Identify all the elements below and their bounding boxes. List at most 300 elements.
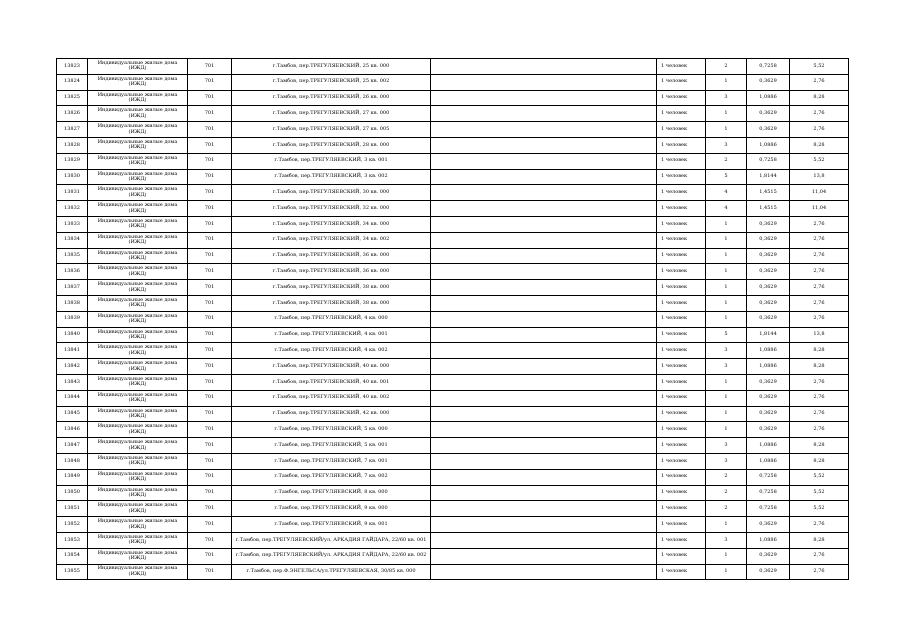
cell-code: 701 xyxy=(188,153,232,169)
cell-code: 701 xyxy=(188,374,232,390)
cell-code: 701 xyxy=(188,169,232,185)
cell-coefficient: 0,3629 xyxy=(747,216,790,232)
cell-count: 3 xyxy=(706,438,747,454)
cell-address: г.Тамбов, пер.ТРЕГУЛЯЕВСКИЙ, 7 кв. 001 xyxy=(232,453,431,469)
cell-type: Индивидуальные жилые дома (ИЖД) xyxy=(88,438,188,454)
cell-type: Индивидуальные жилые дома (ИЖД) xyxy=(88,390,188,406)
cell-value: 5,52 xyxy=(790,501,849,517)
table-row xyxy=(57,137,849,153)
cell-empty xyxy=(431,327,657,343)
cell-id: 13845 xyxy=(57,406,88,422)
cell-coefficient: 0,3629 xyxy=(747,280,790,296)
cell-id: 13830 xyxy=(57,169,88,185)
cell-unit: 1 человек xyxy=(657,327,706,343)
cell-unit: 1 человек xyxy=(657,264,706,280)
cell-type: Индивидуальные жилые дома (ИЖД) xyxy=(88,59,188,75)
cell-type: Индивидуальные жилые дома (ИЖД) xyxy=(88,295,188,311)
cell-code: 701 xyxy=(188,548,232,564)
cell-type: Индивидуальные жилые дома (ИЖД) xyxy=(88,216,188,232)
cell-id: 13844 xyxy=(57,390,88,406)
cell-value: 2,76 xyxy=(790,280,849,296)
cell-code: 701 xyxy=(188,185,232,201)
cell-address: г.Тамбов, пер.ТРЕГУЛЯЕВСКИЙ, 38 кв. 000 xyxy=(232,280,431,296)
cell-id: 13854 xyxy=(57,548,88,564)
cell-coefficient: 0,3629 xyxy=(747,122,790,138)
cell-unit: 1 человек xyxy=(657,469,706,485)
table-row xyxy=(57,532,849,548)
cell-code: 701 xyxy=(188,311,232,327)
cell-value: 5,52 xyxy=(790,59,849,75)
table-row xyxy=(57,406,849,422)
table-row xyxy=(57,359,849,375)
cell-value: 2,76 xyxy=(790,264,849,280)
cell-address: г.Тамбов, пер.ТРЕГУЛЯЕВСКИЙ, 38 кв. 000 xyxy=(232,295,431,311)
cell-coefficient: 0,3629 xyxy=(747,548,790,564)
cell-id: 13824 xyxy=(57,74,88,90)
cell-empty xyxy=(431,59,657,75)
cell-code: 701 xyxy=(188,406,232,422)
cell-empty xyxy=(431,137,657,153)
cell-value: 2,76 xyxy=(790,248,849,264)
cell-count: 1 xyxy=(706,216,747,232)
cell-coefficient: 1,0886 xyxy=(747,453,790,469)
cell-value: 2,76 xyxy=(790,406,849,422)
cell-code: 701 xyxy=(188,438,232,454)
cell-type: Индивидуальные жилые дома (ИЖД) xyxy=(88,185,188,201)
cell-type: Индивидуальные жилые дома (ИЖД) xyxy=(88,453,188,469)
cell-count: 1 xyxy=(706,422,747,438)
cell-type: Индивидуальные жилые дома (ИЖД) xyxy=(88,201,188,217)
cell-address: г.Тамбов, пер.ТРЕГУЛЯЕВСКИЙ, 25 кв. 000 xyxy=(232,59,431,75)
table-row xyxy=(57,564,849,580)
cell-value: 2,76 xyxy=(790,548,849,564)
cell-coefficient: 1,0886 xyxy=(747,90,790,106)
cell-address: г.Тамбов, пер.ТРЕГУЛЯЕВСКИЙ, 36 кв. 000 xyxy=(232,264,431,280)
cell-unit: 1 человек xyxy=(657,532,706,548)
cell-unit: 1 человек xyxy=(657,406,706,422)
cell-count: 1 xyxy=(706,517,747,533)
cell-value: 2,76 xyxy=(790,422,849,438)
cell-address: г.Тамбов, пер.ТРЕГУЛЯЕВСКИЙ, 34 кв. 000 xyxy=(232,216,431,232)
cell-code: 701 xyxy=(188,122,232,138)
cell-unit: 1 человек xyxy=(657,311,706,327)
cell-coefficient: 1,8144 xyxy=(747,169,790,185)
table-row xyxy=(57,390,849,406)
cell-value: 11,04 xyxy=(790,201,849,217)
cell-code: 701 xyxy=(188,343,232,359)
cell-empty xyxy=(431,201,657,217)
cell-count: 1 xyxy=(706,564,747,580)
cell-empty xyxy=(431,438,657,454)
cell-coefficient: 1,0886 xyxy=(747,532,790,548)
cell-type: Индивидуальные жилые дома (ИЖД) xyxy=(88,232,188,248)
cell-coefficient: 0,7258 xyxy=(747,153,790,169)
cell-id: 13846 xyxy=(57,422,88,438)
table-row xyxy=(57,295,849,311)
cell-count: 4 xyxy=(706,201,747,217)
table-row xyxy=(57,185,849,201)
cell-coefficient: 0,3629 xyxy=(747,374,790,390)
cell-empty xyxy=(431,422,657,438)
cell-type: Индивидуальные жилые дома (ИЖД) xyxy=(88,564,188,580)
cell-id: 13838 xyxy=(57,295,88,311)
cell-count: 1 xyxy=(706,122,747,138)
cell-count: 2 xyxy=(706,501,747,517)
cell-value: 2,76 xyxy=(790,122,849,138)
cell-type: Индивидуальные жилые дома (ИЖД) xyxy=(88,74,188,90)
cell-empty xyxy=(431,106,657,122)
table-row xyxy=(57,469,849,485)
cell-empty xyxy=(431,548,657,564)
cell-empty xyxy=(431,122,657,138)
cell-unit: 1 человек xyxy=(657,548,706,564)
table-row xyxy=(57,280,849,296)
cell-id: 13832 xyxy=(57,201,88,217)
cell-type: Индивидуальные жилые дома (ИЖД) xyxy=(88,137,188,153)
cell-empty xyxy=(431,153,657,169)
cell-type: Индивидуальные жилые дома (ИЖД) xyxy=(88,122,188,138)
cell-count: 5 xyxy=(706,327,747,343)
table-row xyxy=(57,548,849,564)
cell-count: 3 xyxy=(706,343,747,359)
cell-unit: 1 человек xyxy=(657,422,706,438)
cell-id: 13835 xyxy=(57,248,88,264)
cell-id: 13853 xyxy=(57,532,88,548)
cell-code: 701 xyxy=(188,327,232,343)
cell-address: г.Тамбов, пер.ТРЕГУЛЯЕВСКИЙ, 5 кв. 000 xyxy=(232,422,431,438)
cell-empty xyxy=(431,248,657,264)
table-row xyxy=(57,232,849,248)
cell-value: 8,28 xyxy=(790,137,849,153)
cell-code: 701 xyxy=(188,137,232,153)
table-row xyxy=(57,374,849,390)
cell-unit: 1 человек xyxy=(657,122,706,138)
cell-id: 13836 xyxy=(57,264,88,280)
cell-empty xyxy=(431,232,657,248)
cell-count: 1 xyxy=(706,106,747,122)
cell-count: 1 xyxy=(706,548,747,564)
cell-id: 13851 xyxy=(57,501,88,517)
cell-id: 13829 xyxy=(57,153,88,169)
cell-empty xyxy=(431,295,657,311)
cell-value: 8,28 xyxy=(790,453,849,469)
cell-value: 8,28 xyxy=(790,359,849,375)
cell-address: г.Тамбов, пер.ТРЕГУЛЯЕВСКИЙ, 26 кв. 000 xyxy=(232,90,431,106)
cell-empty xyxy=(431,485,657,501)
cell-address: г.Тамбов, пер.ТРЕГУЛЯЕВСКИЙ, 3 кв. 001 xyxy=(232,153,431,169)
cell-code: 701 xyxy=(188,232,232,248)
cell-value: 11,04 xyxy=(790,185,849,201)
cell-unit: 1 человек xyxy=(657,59,706,75)
cell-unit: 1 человек xyxy=(657,517,706,533)
cell-code: 701 xyxy=(188,264,232,280)
cell-code: 701 xyxy=(188,517,232,533)
cell-count: 3 xyxy=(706,453,747,469)
cell-value: 2,76 xyxy=(790,311,849,327)
cell-coefficient: 0,7258 xyxy=(747,469,790,485)
cell-empty xyxy=(431,501,657,517)
cell-address: г.Тамбов, пер.ТРЕГУЛЯЕВСКИЙ, 9 кв. 000 xyxy=(232,501,431,517)
cell-code: 701 xyxy=(188,564,232,580)
cell-unit: 1 человек xyxy=(657,248,706,264)
cell-unit: 1 человек xyxy=(657,232,706,248)
cell-address: г.Тамбов, пер.ТРЕГУЛЯЕВСКИЙ, 42 кв. 000 xyxy=(232,406,431,422)
cell-address: г.Тамбов, пер.ТРЕГУЛЯЕВСКИЙ, 40 кв. 001 xyxy=(232,374,431,390)
cell-unit: 1 человек xyxy=(657,453,706,469)
cell-address: г.Тамбов, пер.ТРЕГУЛЯЕВСКИЙ, 34 кв. 002 xyxy=(232,232,431,248)
cell-id: 13837 xyxy=(57,280,88,296)
cell-value: 8,28 xyxy=(790,343,849,359)
cell-coefficient: 0,3629 xyxy=(747,406,790,422)
cell-coefficient: 0,7258 xyxy=(747,59,790,75)
cell-unit: 1 человек xyxy=(657,374,706,390)
cell-count: 2 xyxy=(706,59,747,75)
cell-coefficient: 1,4515 xyxy=(747,185,790,201)
cell-count: 1 xyxy=(706,280,747,296)
cell-value: 2,76 xyxy=(790,106,849,122)
cell-coefficient: 1,0886 xyxy=(747,438,790,454)
cell-type: Индивидуальные жилые дома (ИЖД) xyxy=(88,248,188,264)
cell-type: Индивидуальные жилые дома (ИЖД) xyxy=(88,359,188,375)
table-row xyxy=(57,343,849,359)
cell-count: 3 xyxy=(706,137,747,153)
cell-value: 2,76 xyxy=(790,295,849,311)
cell-value: 2,76 xyxy=(790,74,849,90)
cell-coefficient: 1,8144 xyxy=(747,327,790,343)
cell-type: Индивидуальные жилые дома (ИЖД) xyxy=(88,422,188,438)
cell-count: 2 xyxy=(706,153,747,169)
cell-id: 13833 xyxy=(57,216,88,232)
cell-coefficient: 0,3629 xyxy=(747,106,790,122)
cell-code: 701 xyxy=(188,501,232,517)
cell-address: г.Тамбов, пер.ТРЕГУЛЯЕВСКИЙ, 27 кв. 000 xyxy=(232,106,431,122)
cell-address: г.Тамбов, пер.ТРЕГУЛЯЕВСКИЙ, 40 кв. 000 xyxy=(232,359,431,375)
cell-unit: 1 человек xyxy=(657,74,706,90)
cell-address: г.Тамбов, пер.ТРЕГУЛЯЕВСКИЙ, 40 кв. 002 xyxy=(232,390,431,406)
cell-count: 1 xyxy=(706,74,747,90)
cell-count: 1 xyxy=(706,390,747,406)
table-row xyxy=(57,327,849,343)
cell-empty xyxy=(431,390,657,406)
cell-count: 2 xyxy=(706,485,747,501)
cell-unit: 1 человек xyxy=(657,137,706,153)
cell-code: 701 xyxy=(188,485,232,501)
cell-address: г.Тамбов, пер.ТРЕГУЛЯЕВСКИЙ, 5 кв. 001 xyxy=(232,438,431,454)
cell-coefficient: 0,3629 xyxy=(747,248,790,264)
cell-type: Индивидуальные жилые дома (ИЖД) xyxy=(88,311,188,327)
cell-empty xyxy=(431,185,657,201)
table-body xyxy=(57,59,849,580)
cell-unit: 1 человек xyxy=(657,359,706,375)
cell-empty xyxy=(431,280,657,296)
cell-address: г.Тамбов, пер.ТРЕГУЛЯЕВСКИЙ, 4 кв. 002 xyxy=(232,343,431,359)
cell-unit: 1 человек xyxy=(657,280,706,296)
cell-empty xyxy=(431,264,657,280)
cell-id: 13827 xyxy=(57,122,88,138)
cell-coefficient: 0,3629 xyxy=(747,295,790,311)
cell-address: г.Тамбов, пер.ТРЕГУЛЯЕВСКИЙ, 4 кв. 001 xyxy=(232,327,431,343)
cell-coefficient: 0,3629 xyxy=(747,311,790,327)
cell-code: 701 xyxy=(188,248,232,264)
cell-count: 1 xyxy=(706,406,747,422)
cell-unit: 1 человек xyxy=(657,216,706,232)
cell-coefficient: 0,3629 xyxy=(747,390,790,406)
cell-unit: 1 человек xyxy=(657,390,706,406)
cell-empty xyxy=(431,532,657,548)
table-row xyxy=(57,153,849,169)
cell-address: г.Тамбов, пер.ТРЕГУЛЯЕВСКИЙ, 32 кв. 000 xyxy=(232,201,431,217)
cell-address: г.Тамбов, пер.ТРЕГУЛЯЕВСКИЙ, 9 кв. 001 xyxy=(232,517,431,533)
cell-type: Индивидуальные жилые дома (ИЖД) xyxy=(88,327,188,343)
cell-type: Индивидуальные жилые дома (ИЖД) xyxy=(88,501,188,517)
cell-code: 701 xyxy=(188,295,232,311)
cell-type: Индивидуальные жилые дома (ИЖД) xyxy=(88,517,188,533)
cell-coefficient: 0,3629 xyxy=(747,264,790,280)
table-row xyxy=(57,74,849,90)
cell-unit: 1 человек xyxy=(657,485,706,501)
cell-empty xyxy=(431,311,657,327)
cell-id: 13843 xyxy=(57,374,88,390)
cell-empty xyxy=(431,374,657,390)
table-row xyxy=(57,106,849,122)
cell-unit: 1 человек xyxy=(657,201,706,217)
cell-code: 701 xyxy=(188,216,232,232)
cell-type: Индивидуальные жилые дома (ИЖД) xyxy=(88,548,188,564)
table-row xyxy=(57,248,849,264)
table-row xyxy=(57,501,849,517)
cell-unit: 1 человек xyxy=(657,90,706,106)
cell-code: 701 xyxy=(188,90,232,106)
cell-value: 5,52 xyxy=(790,469,849,485)
cell-coefficient: 0,3629 xyxy=(747,422,790,438)
cell-count: 1 xyxy=(706,232,747,248)
cell-value: 8,28 xyxy=(790,438,849,454)
cell-address: г.Тамбов, пер.ТРЕГУЛЯЕВСКИЙ, 30 кв. 000 xyxy=(232,185,431,201)
cell-count: 2 xyxy=(706,469,747,485)
cell-unit: 1 человек xyxy=(657,169,706,185)
cell-address: г.Тамбов, пер.ТРЕГУЛЯЕВСКИЙ, 28 кв. 000 xyxy=(232,137,431,153)
cell-coefficient: 0,3629 xyxy=(747,232,790,248)
table-row xyxy=(57,311,849,327)
cell-coefficient: 0,3629 xyxy=(747,517,790,533)
cell-empty xyxy=(431,343,657,359)
cell-code: 701 xyxy=(188,469,232,485)
cell-address: г.Тамбов, пер.ТРЕГУЛЯЕВСКИЙ/ул. АРКАДИЯ ГАЙДАРА, 22/60 кв. 001 xyxy=(232,532,431,548)
cell-type: Индивидуальные жилые дома (ИЖД) xyxy=(88,90,188,106)
cell-unit: 1 человек xyxy=(657,438,706,454)
table-row xyxy=(57,264,849,280)
cell-value: 13,8 xyxy=(790,169,849,185)
cell-count: 3 xyxy=(706,90,747,106)
cell-id: 13847 xyxy=(57,438,88,454)
cell-type: Индивидуальные жилые дома (ИЖД) xyxy=(88,169,188,185)
cell-id: 13855 xyxy=(57,564,88,580)
cell-code: 701 xyxy=(188,201,232,217)
table-row xyxy=(57,59,849,75)
cell-coefficient: 1,4515 xyxy=(747,201,790,217)
cell-count: 1 xyxy=(706,295,747,311)
cell-id: 13850 xyxy=(57,485,88,501)
cell-id: 13828 xyxy=(57,137,88,153)
cell-code: 701 xyxy=(188,532,232,548)
cell-value: 2,76 xyxy=(790,390,849,406)
cell-id: 13823 xyxy=(57,59,88,75)
cell-code: 701 xyxy=(188,106,232,122)
cell-code: 701 xyxy=(188,280,232,296)
cell-unit: 1 человек xyxy=(657,153,706,169)
cell-empty xyxy=(431,517,657,533)
cell-id: 13848 xyxy=(57,453,88,469)
cell-address: г.Тамбов, пер.Ф.ЭНГЕЛЬСА/ул.ТРЕГУЛЯЕВСКАЯ, 30/85 кв. 000 xyxy=(232,564,431,580)
cell-id: 13852 xyxy=(57,517,88,533)
cell-code: 701 xyxy=(188,422,232,438)
cell-value: 2,76 xyxy=(790,564,849,580)
cell-id: 13840 xyxy=(57,327,88,343)
cell-empty xyxy=(431,74,657,90)
cell-address: г.Тамбов, пер.ТРЕГУЛЯЕВСКИЙ, 3 кв. 002 xyxy=(232,169,431,185)
cell-unit: 1 человек xyxy=(657,501,706,517)
cell-address: г.Тамбов, пер.ТРЕГУЛЯЕВСКИЙ, 27 кв. 005 xyxy=(232,122,431,138)
cell-unit: 1 человек xyxy=(657,106,706,122)
cell-unit: 1 человек xyxy=(657,185,706,201)
cell-address: г.Тамбов, пер.ТРЕГУЛЯЕВСКИЙ, 8 кв. 000 xyxy=(232,485,431,501)
cell-id: 13831 xyxy=(57,185,88,201)
table-row xyxy=(57,485,849,501)
cell-empty xyxy=(431,406,657,422)
cell-empty xyxy=(431,216,657,232)
cell-count: 1 xyxy=(706,264,747,280)
cell-id: 13839 xyxy=(57,311,88,327)
table-row xyxy=(57,453,849,469)
cell-count: 3 xyxy=(706,532,747,548)
cell-code: 701 xyxy=(188,359,232,375)
cell-value: 13,8 xyxy=(790,327,849,343)
table-row xyxy=(57,169,849,185)
cell-address: г.Тамбов, пер.ТРЕГУЛЯЕВСКИЙ, 36 кв. 000 xyxy=(232,248,431,264)
cell-address: г.Тамбов, пер.ТРЕГУЛЯЕВСКИЙ/ул. АРКАДИЯ ГАЙДАРА, 22/60 кв. 002 xyxy=(232,548,431,564)
cell-count: 1 xyxy=(706,374,747,390)
cell-type: Индивидуальные жилые дома (ИЖД) xyxy=(88,264,188,280)
cell-empty xyxy=(431,169,657,185)
cell-count: 4 xyxy=(706,185,747,201)
cell-coefficient: 0,3629 xyxy=(747,74,790,90)
cell-id: 13826 xyxy=(57,106,88,122)
cell-count: 1 xyxy=(706,248,747,264)
cell-type: Индивидуальные жилые дома (ИЖД) xyxy=(88,532,188,548)
cell-coefficient: 1,0886 xyxy=(747,137,790,153)
cell-empty xyxy=(431,469,657,485)
registry-table xyxy=(56,58,849,580)
cell-count: 1 xyxy=(706,311,747,327)
cell-value: 5,52 xyxy=(790,153,849,169)
cell-coefficient: 0,7258 xyxy=(747,501,790,517)
cell-coefficient: 0,7258 xyxy=(747,485,790,501)
cell-coefficient: 0,3629 xyxy=(747,564,790,580)
cell-count: 5 xyxy=(706,169,747,185)
cell-value: 2,76 xyxy=(790,374,849,390)
cell-id: 13834 xyxy=(57,232,88,248)
cell-value: 5,52 xyxy=(790,485,849,501)
cell-type: Индивидуальные жилые дома (ИЖД) xyxy=(88,469,188,485)
cell-empty xyxy=(431,564,657,580)
cell-value: 8,28 xyxy=(790,90,849,106)
table-row xyxy=(57,122,849,138)
cell-address: г.Тамбов, пер.ТРЕГУЛЯЕВСКИЙ, 7 кв. 002 xyxy=(232,469,431,485)
cell-empty xyxy=(431,90,657,106)
cell-count: 3 xyxy=(706,359,747,375)
cell-type: Индивидуальные жилые дома (ИЖД) xyxy=(88,406,188,422)
cell-code: 701 xyxy=(188,74,232,90)
